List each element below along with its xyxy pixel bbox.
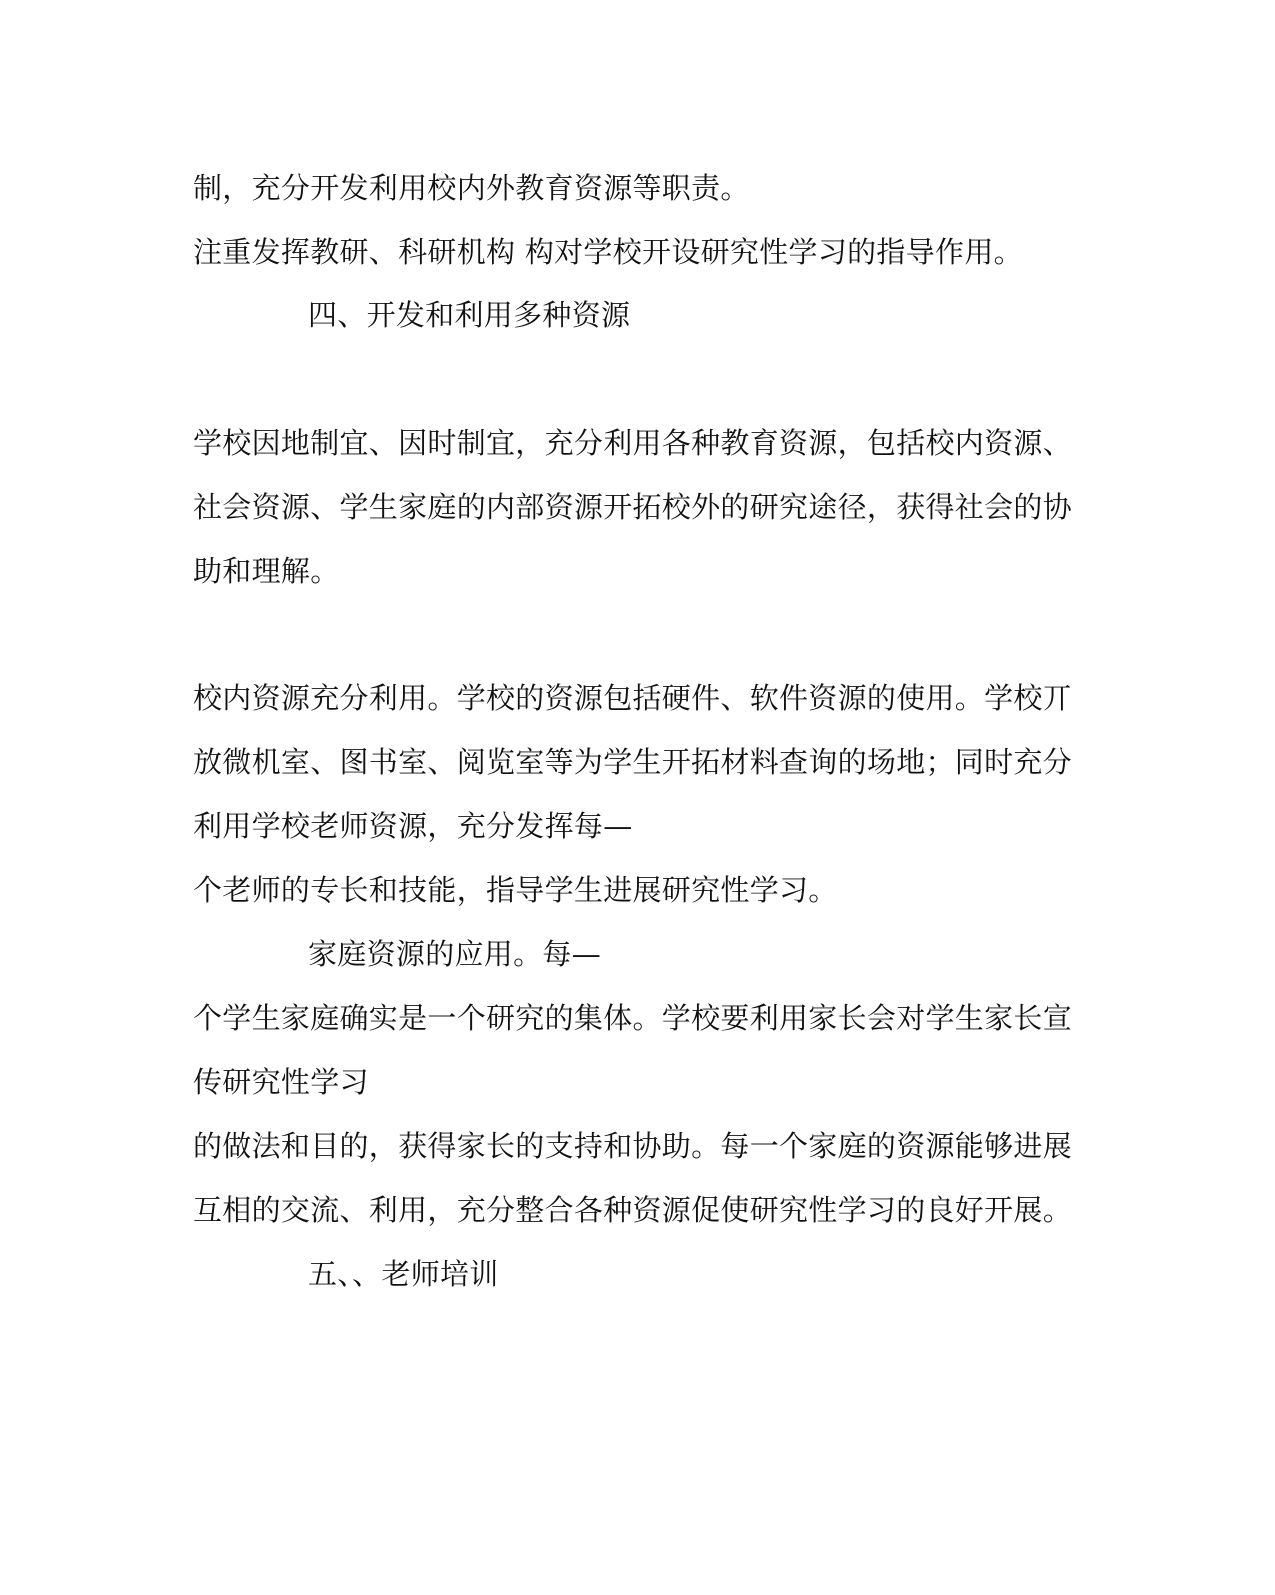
text-line: 家庭资源的应用。每— — [308, 937, 602, 971]
text-line: 个学生家庭确实是一个研究的集体。学校要利用家长会对学生家长宣 — [193, 1001, 1073, 1035]
text-line: 个老师的专长和技能，指导学生进展研究性学习。 — [193, 873, 838, 907]
text-line: 的做法和目的，获得家长的支持和协助。每一个家庭的资源能够进展 — [193, 1129, 1073, 1163]
text-line: 制，充分开发利用校内外教育资源等职责。 — [193, 171, 750, 205]
text-line: 传研究性学习 — [193, 1065, 369, 1099]
section-heading: 四、开发和利用多种资源 — [308, 298, 631, 332]
text-line: 校内资源充分利用。学校的资源包括硬件、软件资源的使用。学校丌 — [193, 681, 1073, 715]
text-line: 互相的交流、利用，充分整合各种资源促使研究性学习的良好开展。 — [193, 1193, 1073, 1227]
text-line: 社会资源、学生家庭的内部资源开拓校外的研究途径，获得社会的协 — [193, 490, 1073, 524]
text-line: 放微机室、图书室、阅览室等为学生开拓材料查询的场地；同时充分 — [193, 745, 1073, 779]
text-line: 利用学校老师资源，充分发挥每— — [193, 809, 633, 843]
section-heading: 五、、老师培训 — [308, 1257, 499, 1291]
text-line: 注重发挥教研、科研机构 构对学校开设研究性学习的指导作用。 — [193, 235, 1023, 269]
text-line: 助和理解。 — [193, 554, 340, 588]
text-line: 学校因地制宜、因时制宜，充分利用各种教育资源，包括校内资源、 — [193, 426, 1073, 460]
